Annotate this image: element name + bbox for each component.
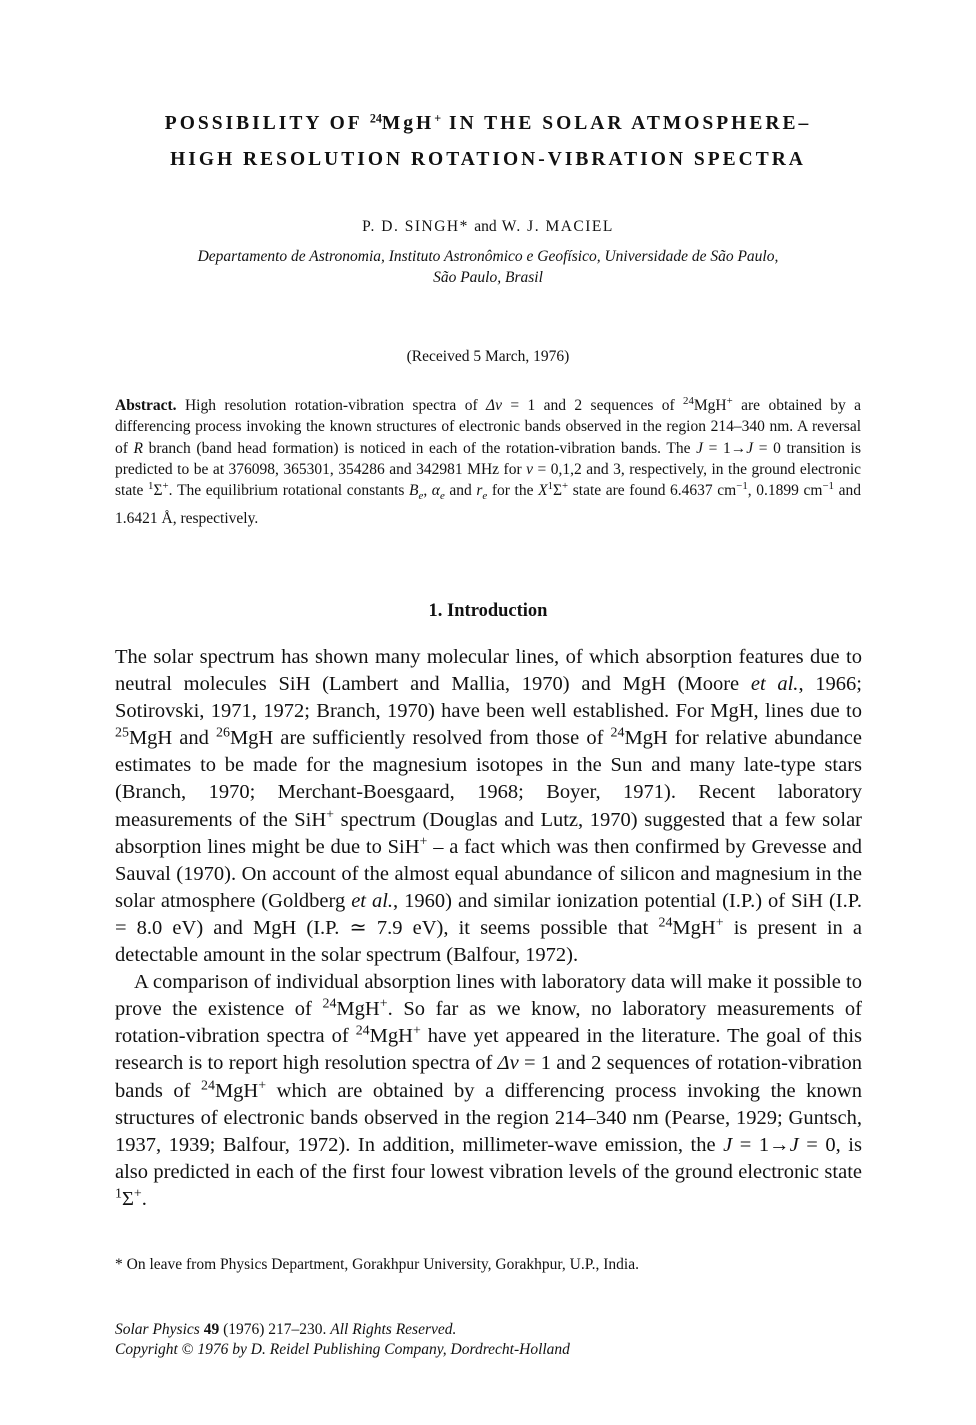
copyright-icon: ©: [181, 1341, 194, 1358]
paragraph-2: A comparison of individual absorption lines with laboratory data will make it possible to prove the existence of $^{24}$MgH+. So far as we know, no laboratory measurements of rotation-vibration spectra of $^{24}$MgH+ have yet appeared in the literature. The goal of this research is to report high resolution spectra of Δv = 1 and 2 sequences of rotation-vibration bands of $^{24}$MgH+ which are obtained by a differencing process invoking the known structures of electronic bands observed in the region 214–340 nm (Pearse, 1929; Guntsch, 1937, 1939; Balfour, 1972). In addition, millimeter-wave emission, the J = 1→J = 0, is also predicted in each of the first four lowest vibration levels of the ground electronic state $^1$Σ+.: [115, 971, 862, 1210]
journal-citation: [115, 1320, 862, 1360]
journal-line-2: Copyright © 1976 by D. Reidel Publishing Company, Dordrecht-Holland: [115, 1341, 570, 1358]
abstract: Abstract. High resolution rotation-vibration spectra of Δv = 1 and 2 sequences of $^{24}$MgH+ are obtained by a differencing process invoking the known structures of electronic bands observed in the region 214–340 nm. A reversal of R branch (band head formation) is noticed in each of the rotation-vibration bands. The J = 1→J = 0 transition is predicted to be at 376098, 365301, 354286 and 342981 MHz for v = 0,1,2 and 3, respectively, in the ground electronic state $^1$Σ+. The equilibrium rotational constants $B_e$, $\alpha_e$ and $r_e$ for the $X^1\Sigma^+$ state are found 6.4637 $cm^{-1}$, 0.1899 $cm^{-1}$ and 1.6421 Å, respectively.: [115, 395, 862, 527]
received-date: (Received 5 March, 1976): [406, 348, 570, 365]
paragraph-1: The solar spectrum has shown many molecular lines, of which absorption features due to neutral molecules SiH (Lambert and Mallia, 1970) and MgH (Moore et al., 1966; Sotirovski, 1971, 1972; Branch, 1970) have been well established. For MgH, lines due to $^{25}$MgH and $^{26}$MgH are sufficiently resolved from those of $^{24}$MgH for relative abundance estimates to be made for the magnesium isotopes in the Sun and many late-type stars (Branch, 1970; Merchant-Boesgaard, 1968; Boyer, 1971). Recent laboratory measurements of the SiH+ spectrum (Douglas and Lutz, 1970) suggested that a few solar absorption lines might be due to SiH+ – a fact which was then confirmed by Grevesse and Sauval (1970). On account of the almost equal abundance of silicon and magnesium in the solar atmosphere (Goldberg et al., 1960) and similar ionization potential (I.P.) of SiH (I.P. = 8.0 eV) and MgH (I.P. ≃ 7.9 eV), it seems possible that $^{24}$MgH+ is present in a detectable amount in the solar spectrum (Balfour, 1972).: [115, 646, 862, 967]
paper-title: [100, 106, 876, 178]
footnote: * On leave from Physics Department, Gorakhpur University, Gorakhpur, U.P., India.: [115, 1256, 639, 1273]
section-heading-introduction: 1. Introduction: [428, 601, 548, 621]
affiliation: Departamento de Astronomia, Instituto Astronômico e Geofísico, Universidade de São Paulo, São Paulo, Brasil: [197, 248, 779, 286]
body-text: [115, 644, 862, 1213]
authors: P. D. SINGH* and W. J. MACIEL: [362, 218, 614, 235]
title-line-1: POSSIBILITY OF $^{24}$MgH+ IN THE SOLAR ATMOSPHERE–: [164, 111, 812, 134]
title-line-2: HIGH RESOLUTION ROTATION-VIBRATION SPECTRA: [170, 149, 806, 170]
journal-line-1: Solar Physics 49 (1976) 217–230. All Rights Reserved.: [115, 1321, 457, 1338]
